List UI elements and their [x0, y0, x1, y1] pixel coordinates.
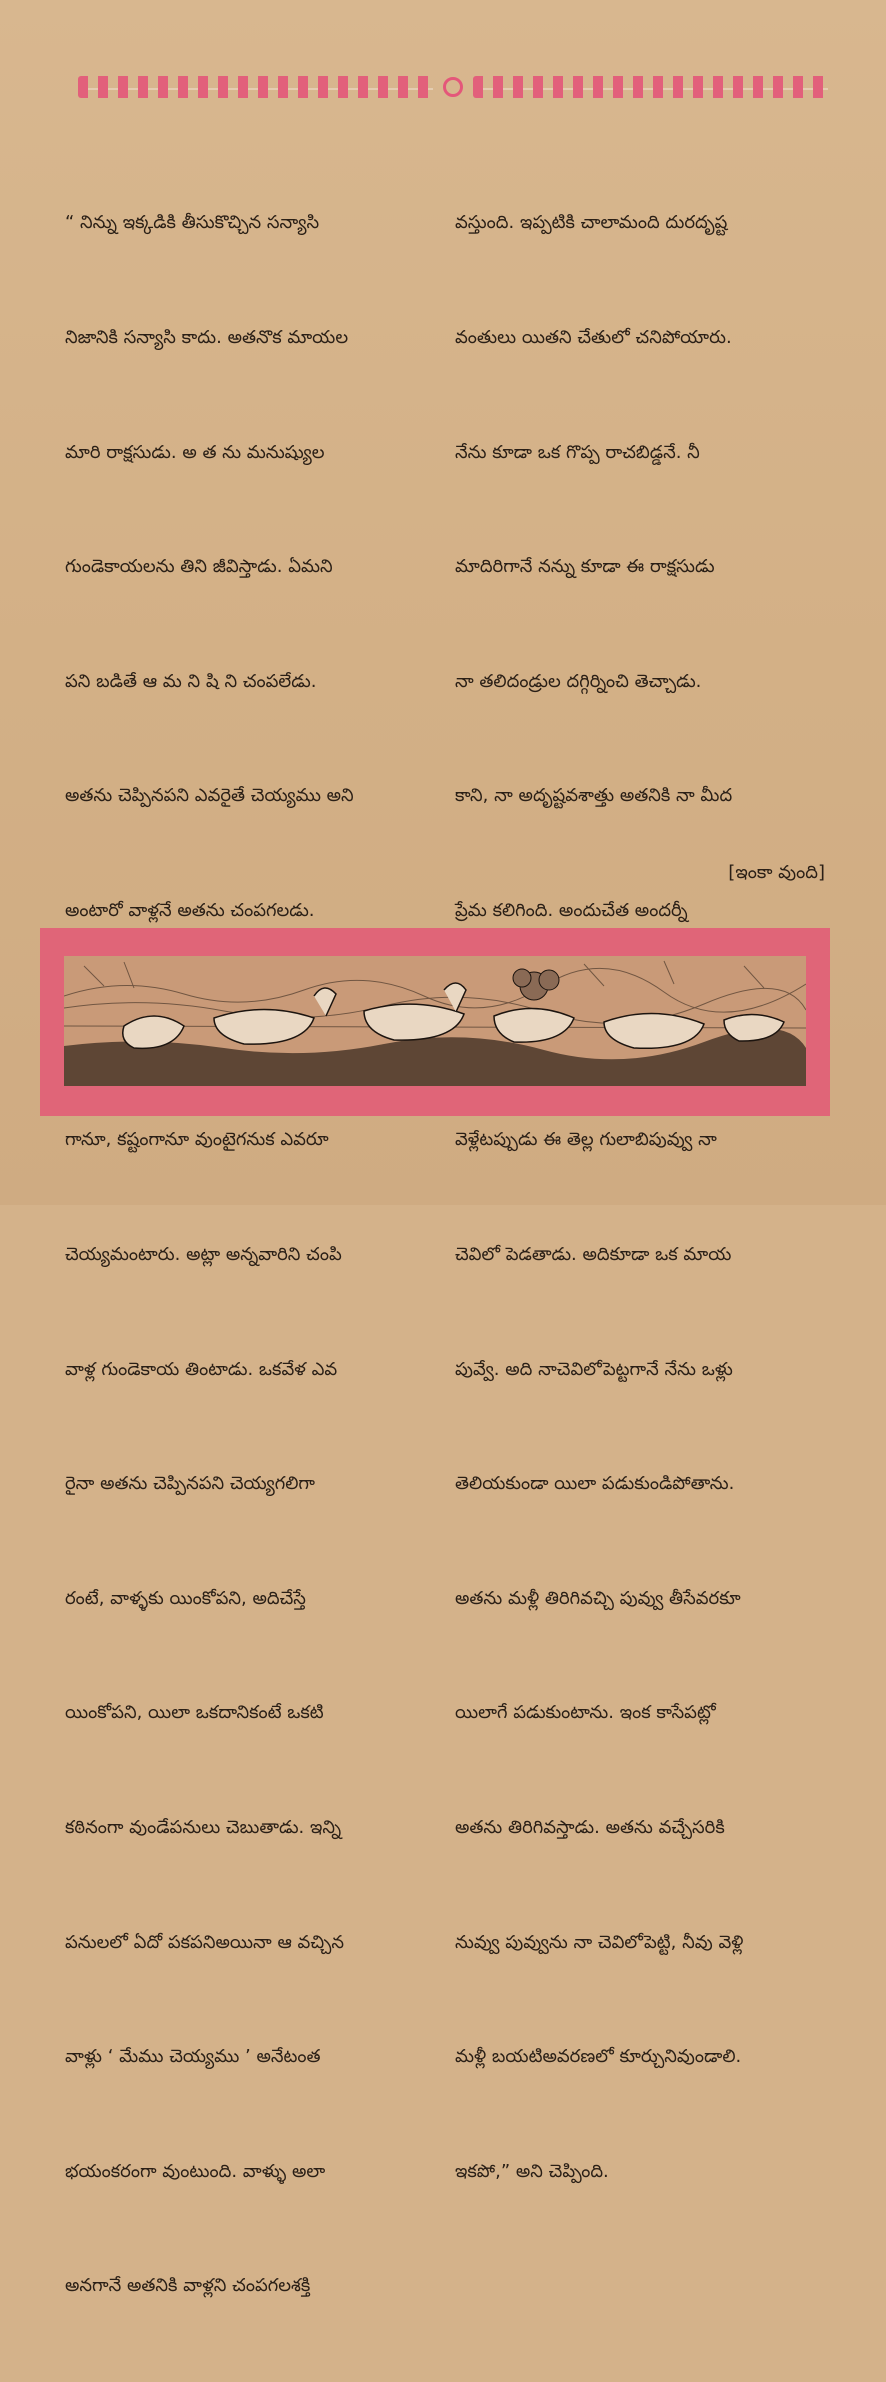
- story-line: అనగానే అతనికి వాళ్లని చంపగలశక్తి: [65, 2275, 311, 2297]
- geese-scene-svg: [64, 956, 806, 1086]
- story-line: మళ్లీ బయటిఅవరణలో కూర్చునివుండాలి.: [455, 2046, 742, 2068]
- story-line: నా తలిదండ్రుల దగ్గిర్నించి తెచ్చాడు.: [455, 670, 702, 692]
- story-line: అంటారో వాళ్లనే అతను చంపగలడు.: [65, 900, 315, 922]
- story-line: మారి రాక్షసుడు. అ త ను మనుష్యుల: [65, 441, 325, 463]
- to-be-continued-label: [ఇంకా వుంది]: [728, 862, 825, 883]
- geese-illustration: [64, 956, 806, 1086]
- story-line: యిలాగే పడుకుంటాను. ఇంక కాసేపట్లో: [455, 1702, 716, 1724]
- story-line: కఠినంగా వుండేపనులు చెబుతాడు. ఇన్ని: [65, 1816, 342, 1838]
- center-circle-ornament: [443, 77, 463, 97]
- story-column-left: [65, 128, 445, 2382]
- story-line: అతను చెప్పినపని ఎవరైతే చెయ్యము అని: [65, 785, 354, 807]
- story-line: చెవిలో పెడతాడు. అదికూడా ఒక మాయ: [455, 1243, 732, 1265]
- story-column-right: [455, 128, 835, 2267]
- story-line: నేను కూడా ఒక గొప్ప రాచబిడ్డనే. నీ: [455, 441, 700, 463]
- story-line: తెలియకుండా యిలా పడుకుండిపోతాను.: [455, 1473, 735, 1495]
- decorative-top-border: [78, 72, 828, 102]
- story-line: అతను మళ్లీ తిరిగివచ్చి పువ్వు తీసేవరకూ: [455, 1587, 741, 1609]
- story-line: మాదిరిగానే నన్ను కూడా ఈ రాక్షసుడు: [455, 556, 715, 578]
- story-line: నిజానికి సన్యాసి కాదు. అతనొక మాయల: [65, 327, 349, 349]
- story-line: అతను తిరిగివస్తాడు. అతను వచ్చేసరికి: [455, 1816, 725, 1838]
- left-ornament-strip: [78, 76, 433, 98]
- story-line: గుండెకాయలను తిని జీవిస్తాడు. ఏమని: [65, 556, 333, 578]
- story-line: వెళ్లేటప్పుడు ఈ తెల్ల గులాబిపువ్వు నా: [455, 1129, 717, 1151]
- story-line: ప్రేమ కలిగింది. అందుచేత అందర్నీ: [455, 900, 688, 922]
- story-line: పనులలో ఏదో పకపనిఅయినా ఆ వచ్చిన: [65, 1931, 344, 1953]
- story-line: పువ్వే. అది నాచెవిలోపెట్టగానే నేను ఒళ్లు: [455, 1358, 733, 1380]
- story-line: “ నిన్ను ఇక్కడికి తీసుకొచ్చిన సన్యాసి: [65, 212, 320, 234]
- story-line: నువ్వు పువ్వును నా చెవిలోపెట్టి, నీవు వెళ్లి: [455, 1931, 744, 1953]
- story-line: వాళ్లు ‘ మేము చెయ్యము ’ అనేటంత: [65, 2046, 321, 2068]
- story-line: గానూ, కష్టంగానూ వుంటైగనుక ఎవరూ: [65, 1129, 329, 1151]
- story-line: భయంకరంగా వుంటుంది. వాళ్ళు అలా: [65, 2160, 326, 2182]
- story-line: ఇకపో,” అని చెప్పింది.: [455, 2160, 609, 2182]
- story-line: రంటే, వాళ్ళకు యింకోపని, అదిచేస్తే: [65, 1587, 306, 1609]
- illustration-frame: [40, 928, 830, 1116]
- story-line: రైనా అతను చెప్పినపని చెయ్యగలిగా: [65, 1473, 316, 1495]
- story-line: చెయ్యమంటారు. అట్లా అన్నవారిని చంపి: [65, 1243, 342, 1265]
- story-line: వస్తుంది. ఇప్పటికి చాలామంది దురదృష్ట: [455, 212, 728, 234]
- story-line: వాళ్ల గుండెకాయ తింటాడు. ఒకవేళ ఎవ: [65, 1358, 338, 1380]
- story-line: యింకోపని, యిలా ఒకదానికంటే ఒకటి: [65, 1702, 324, 1724]
- story-line: వంతులు యితని చేతులో చనిపోయారు.: [455, 327, 732, 349]
- story-line: కాని, నా అదృష్టవశాత్తు అతనికి నా మీద: [455, 785, 733, 807]
- story-line: పని బడితే ఆ మ ని షి ని చంపలేడు.: [65, 670, 317, 692]
- right-ornament-strip: [473, 76, 828, 98]
